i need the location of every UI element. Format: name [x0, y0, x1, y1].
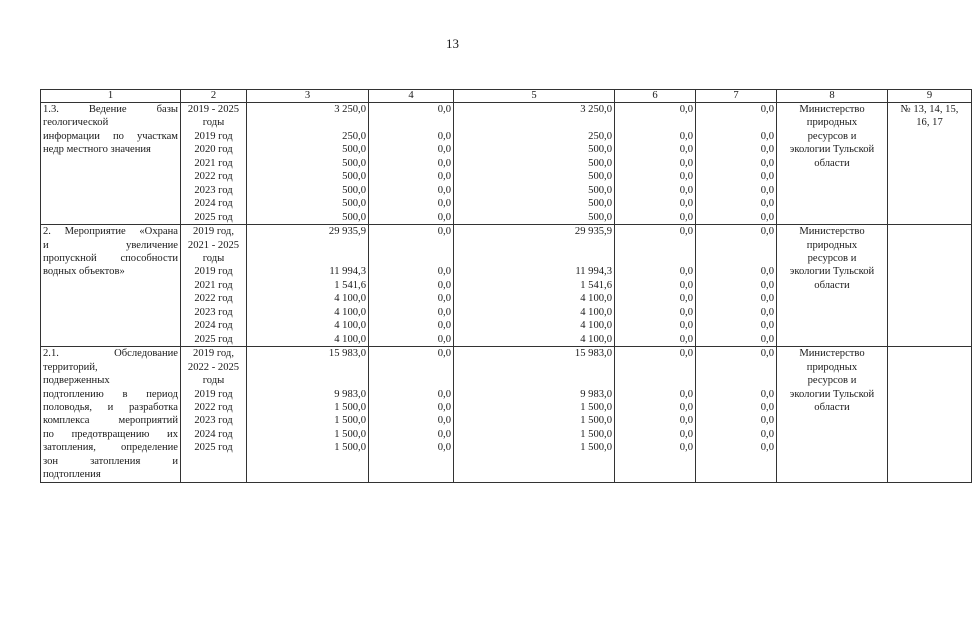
cell-line: 500,0	[342, 198, 366, 210]
header-cell: 6	[615, 90, 696, 103]
col6-amount-cell	[615, 347, 696, 483]
cell-line: 1 500,0	[334, 428, 366, 440]
cell-line: 0,0	[679, 333, 693, 345]
table-row	[41, 225, 972, 347]
cell-line: и увеличение	[43, 239, 178, 251]
indicators-cell	[888, 225, 972, 347]
cell-line: 0,0	[760, 348, 774, 360]
cell-line: 2024 год	[194, 198, 233, 210]
cell-line: 0,0	[679, 266, 693, 278]
cell-line: 0,0	[437, 266, 451, 278]
cell-line: 500,0	[588, 198, 612, 210]
cell-line: 2024 год	[194, 320, 233, 332]
cell-line	[698, 116, 774, 129]
cell-line: 0,0	[679, 428, 693, 440]
cell-line: пропускной способности	[43, 252, 178, 264]
col4-amount-cell	[369, 347, 454, 483]
header-cell: 7	[696, 90, 777, 103]
cell-line: ресурсов и	[807, 375, 857, 387]
cell-line: 250,0	[588, 130, 612, 142]
col7-amount-cell	[696, 225, 777, 347]
cell-line: Министерство	[799, 226, 865, 238]
cell-line: 2022 год	[194, 293, 233, 305]
cell-line: 0,0	[437, 415, 451, 427]
cell-line: 2025 год	[194, 333, 233, 345]
cell-line: 1 541,6	[580, 279, 612, 291]
cell-line: 0,0	[437, 428, 451, 440]
cell-line: 500,0	[342, 171, 366, 183]
cell-line: 0,0	[760, 320, 774, 332]
executor-cell	[777, 225, 888, 347]
cell-line: 2020 год	[194, 144, 233, 156]
cell-line: 0,0	[437, 388, 451, 400]
cell-line: 250,0	[342, 130, 366, 142]
cell-line: № 13, 14, 15,	[900, 104, 959, 115]
cell-line	[371, 252, 451, 265]
cell-line: 0,0	[679, 279, 693, 291]
cell-line: затопления, определение	[43, 442, 178, 454]
cell-line: 0,0	[760, 211, 774, 223]
cell-line: 0,0	[437, 171, 451, 183]
cell-line: 0,0	[760, 130, 774, 142]
cell-line: 15 983,0	[574, 348, 612, 360]
cell-line	[456, 252, 612, 265]
cell-line: 4 100,0	[580, 333, 612, 345]
cell-line: 500,0	[588, 144, 612, 156]
cell-line: 4 100,0	[334, 333, 366, 345]
header-row	[41, 90, 972, 103]
period-cell	[181, 225, 247, 347]
cell-line	[249, 116, 366, 129]
col7-amount-cell	[696, 103, 777, 225]
header-cell: 2	[181, 90, 247, 103]
cell-line: 9 983,0	[580, 388, 612, 400]
executor-cell	[777, 103, 888, 225]
cell-line: 0,0	[760, 157, 774, 169]
cell-line: 0,0	[437, 348, 451, 360]
cell-line: 2023 год	[194, 415, 233, 427]
cell-line: 2. Мероприятие «Охрана	[43, 226, 178, 238]
cell-line: Министерство	[799, 348, 865, 360]
cell-line: зон затопления и	[43, 455, 178, 467]
cell-line: 0,0	[679, 415, 693, 427]
cell-line: годы	[202, 375, 225, 387]
cell-line: 0,0	[760, 428, 774, 440]
cell-line: 0,0	[760, 388, 774, 400]
cell-line: 2022 год	[194, 171, 233, 183]
cell-line: 0,0	[437, 144, 451, 156]
cell-line: 1 500,0	[334, 415, 366, 427]
cell-line: 11 994,3	[329, 266, 366, 278]
cell-line	[617, 252, 693, 265]
cell-line: 29 935,9	[574, 226, 612, 238]
cell-line: 0,0	[437, 442, 451, 454]
cell-line: области	[814, 157, 850, 169]
cell-line: подтоплению в период	[43, 388, 178, 400]
cell-line: 0,0	[679, 348, 693, 360]
cell-line: 1.3. Ведение базы	[43, 104, 178, 115]
cell-line: 1 500,0	[334, 401, 366, 413]
cell-line: 1 541,6	[334, 279, 366, 291]
cell-line: 2019 год,	[193, 348, 234, 360]
cell-line: 0,0	[760, 306, 774, 318]
cell-line: 0,0	[437, 130, 451, 142]
cell-line	[456, 116, 612, 129]
cell-line: 2019 - 2025	[187, 104, 240, 115]
cell-line: 4 100,0	[580, 320, 612, 332]
cell-line: 0,0	[679, 104, 693, 115]
cell-line: 3 250,0	[334, 104, 366, 115]
cell-line	[617, 116, 693, 129]
cell-line: 4 100,0	[334, 306, 366, 318]
cell-line: экологии Тульской	[789, 388, 875, 400]
col7-amount-cell	[696, 347, 777, 483]
header-cell: 3	[247, 90, 369, 103]
header-cell: 9	[888, 90, 972, 103]
cell-line: экологии Тульской	[789, 144, 875, 156]
col5-amount-cell	[454, 347, 615, 483]
cell-line: природных	[806, 361, 858, 373]
cell-line: территорий,	[43, 361, 98, 373]
cell-line: годы	[202, 117, 225, 129]
cell-line: 0,0	[679, 401, 693, 413]
cell-line	[617, 239, 693, 252]
cell-line: 2019 год,	[193, 226, 234, 238]
cell-line: 500,0	[588, 184, 612, 196]
cell-line: 0,0	[760, 198, 774, 210]
cell-line	[617, 361, 693, 374]
cell-line: 0,0	[679, 320, 693, 332]
cell-line: 0,0	[760, 333, 774, 345]
total-amount-cell	[247, 103, 369, 225]
col5-amount-cell	[454, 103, 615, 225]
col6-amount-cell	[615, 103, 696, 225]
cell-line	[371, 361, 451, 374]
cell-line	[698, 252, 774, 265]
cell-line: ресурсов и	[807, 130, 857, 142]
cell-line: подтопления	[43, 469, 101, 481]
total-amount-cell	[247, 347, 369, 483]
cell-line: 0,0	[679, 184, 693, 196]
cell-line: 0,0	[437, 104, 451, 115]
indicators-cell	[888, 347, 972, 483]
cell-line: 500,0	[588, 157, 612, 169]
cell-line: 0,0	[437, 279, 451, 291]
cell-line: 0,0	[679, 157, 693, 169]
cell-line: 1 500,0	[334, 442, 366, 454]
cell-line: 0,0	[679, 306, 693, 318]
cell-line: 0,0	[679, 293, 693, 305]
cell-line: 2.1. Обследование	[43, 348, 178, 360]
cell-line: 1 500,0	[580, 401, 612, 413]
cell-line	[456, 374, 612, 387]
header-cell: 1	[41, 90, 181, 103]
cell-line: 2025 год	[194, 211, 233, 223]
cell-line: 2023 год	[194, 306, 233, 318]
cell-line: 2021 год	[194, 157, 233, 169]
cell-line: 4 100,0	[334, 320, 366, 332]
cell-line: 1 500,0	[580, 415, 612, 427]
period-cell	[181, 347, 247, 483]
cell-line	[456, 239, 612, 252]
cell-line: 0,0	[760, 442, 774, 454]
cell-line: области	[814, 401, 850, 413]
cell-line: 1 500,0	[580, 428, 612, 440]
cell-line: 4 100,0	[334, 293, 366, 305]
cell-line: 0,0	[760, 279, 774, 291]
table-row	[41, 103, 972, 225]
cell-line: 500,0	[342, 144, 366, 156]
cell-line: 2025 год	[194, 442, 233, 454]
total-amount-cell	[247, 225, 369, 347]
cell-line: Министерство	[799, 104, 865, 115]
cell-line: 500,0	[588, 211, 612, 223]
cell-line	[617, 374, 693, 387]
executor-cell	[777, 347, 888, 483]
measure-name-cell	[41, 103, 181, 225]
cell-line: 16, 17	[916, 117, 943, 129]
cell-line: 2021 год	[194, 279, 233, 291]
cell-line	[698, 239, 774, 252]
cell-line: экологии Тульской	[789, 266, 875, 278]
period-cell	[181, 103, 247, 225]
cell-line: природных	[806, 117, 858, 129]
cell-line: 0,0	[679, 144, 693, 156]
cell-line: 0,0	[760, 171, 774, 183]
cell-line: 0,0	[760, 401, 774, 413]
cell-line	[698, 374, 774, 387]
cell-line	[249, 252, 366, 265]
cell-line: 29 935,9	[328, 226, 366, 238]
table-body	[41, 90, 972, 483]
cell-line: 11 994,3	[575, 266, 612, 278]
cell-line: 9 983,0	[334, 388, 366, 400]
cell-line: 2019 год	[194, 388, 233, 400]
cell-line: 0,0	[437, 211, 451, 223]
cell-line: подверженных	[43, 375, 110, 387]
cell-line: 0,0	[760, 184, 774, 196]
cell-line: 0,0	[760, 415, 774, 427]
cell-line	[249, 361, 366, 374]
cell-line	[456, 361, 612, 374]
indicators-cell	[888, 103, 972, 225]
col4-amount-cell	[369, 103, 454, 225]
cell-line: 2022 год	[194, 401, 233, 413]
cell-line: половодья, и разработка	[43, 401, 178, 413]
cell-line: 2022 - 2025	[187, 361, 240, 373]
cell-line: 500,0	[342, 184, 366, 196]
measure-name-cell	[41, 347, 181, 483]
cell-line: 2019 год	[194, 266, 233, 278]
cell-line: 4 100,0	[580, 293, 612, 305]
cell-line	[371, 374, 451, 387]
cell-line: 500,0	[342, 157, 366, 169]
cell-line: 0,0	[437, 198, 451, 210]
cell-line: области	[814, 279, 850, 291]
cell-line: 0,0	[679, 130, 693, 142]
cell-line	[249, 374, 366, 387]
cell-line: 0,0	[437, 293, 451, 305]
cell-line: геологической	[43, 117, 109, 129]
cell-line: 0,0	[437, 184, 451, 196]
cell-line	[698, 361, 774, 374]
cell-line	[371, 239, 451, 252]
cell-line: комплекса мероприятий	[43, 415, 178, 427]
cell-line: 0,0	[679, 198, 693, 210]
cell-line: 1 500,0	[580, 442, 612, 454]
col6-amount-cell	[615, 225, 696, 347]
cell-line: недр местного значения	[43, 144, 151, 156]
cell-line: 0,0	[437, 333, 451, 345]
cell-line: 2024 год	[194, 428, 233, 440]
header-cell: 8	[777, 90, 888, 103]
cell-line: природных	[806, 239, 858, 251]
col4-amount-cell	[369, 225, 454, 347]
header-cell: 4	[369, 90, 454, 103]
cell-line: годы	[202, 252, 225, 264]
header-cell: 5	[454, 90, 615, 103]
cell-line: 2019 год	[194, 130, 233, 142]
cell-line: информации по участкам	[43, 130, 178, 142]
cell-line: 4 100,0	[580, 306, 612, 318]
page-number: 13	[446, 36, 459, 51]
cell-line: 15 983,0	[328, 348, 366, 360]
cell-line: 0,0	[760, 266, 774, 278]
cell-line: 0,0	[679, 171, 693, 183]
cell-line: 0,0	[437, 320, 451, 332]
cell-line: 0,0	[679, 442, 693, 454]
cell-line: 3 250,0	[580, 104, 612, 115]
cell-line: 0,0	[437, 306, 451, 318]
cell-line: 2021 - 2025	[187, 239, 240, 251]
cell-line	[249, 239, 366, 252]
cell-line: ресурсов и	[807, 252, 857, 264]
cell-line: 0,0	[437, 226, 451, 238]
cell-line: 0,0	[437, 401, 451, 413]
cell-line: 500,0	[342, 211, 366, 223]
cell-line: 0,0	[760, 226, 774, 238]
cell-line: 0,0	[679, 226, 693, 238]
cell-line: 0,0	[679, 388, 693, 400]
cell-line: водных объектов»	[43, 266, 125, 278]
cell-line: 0,0	[679, 211, 693, 223]
cell-line: по предотвращению их	[43, 428, 178, 440]
cell-line	[371, 116, 451, 129]
col5-amount-cell	[454, 225, 615, 347]
cell-line: 500,0	[588, 171, 612, 183]
table-row	[41, 347, 972, 483]
cell-line: 0,0	[760, 144, 774, 156]
cell-line: 0,0	[760, 104, 774, 115]
cell-line: 0,0	[760, 293, 774, 305]
cell-line: 0,0	[437, 157, 451, 169]
cell-line: 2023 год	[194, 184, 233, 196]
measure-name-cell	[41, 225, 181, 347]
program-table	[40, 89, 972, 483]
